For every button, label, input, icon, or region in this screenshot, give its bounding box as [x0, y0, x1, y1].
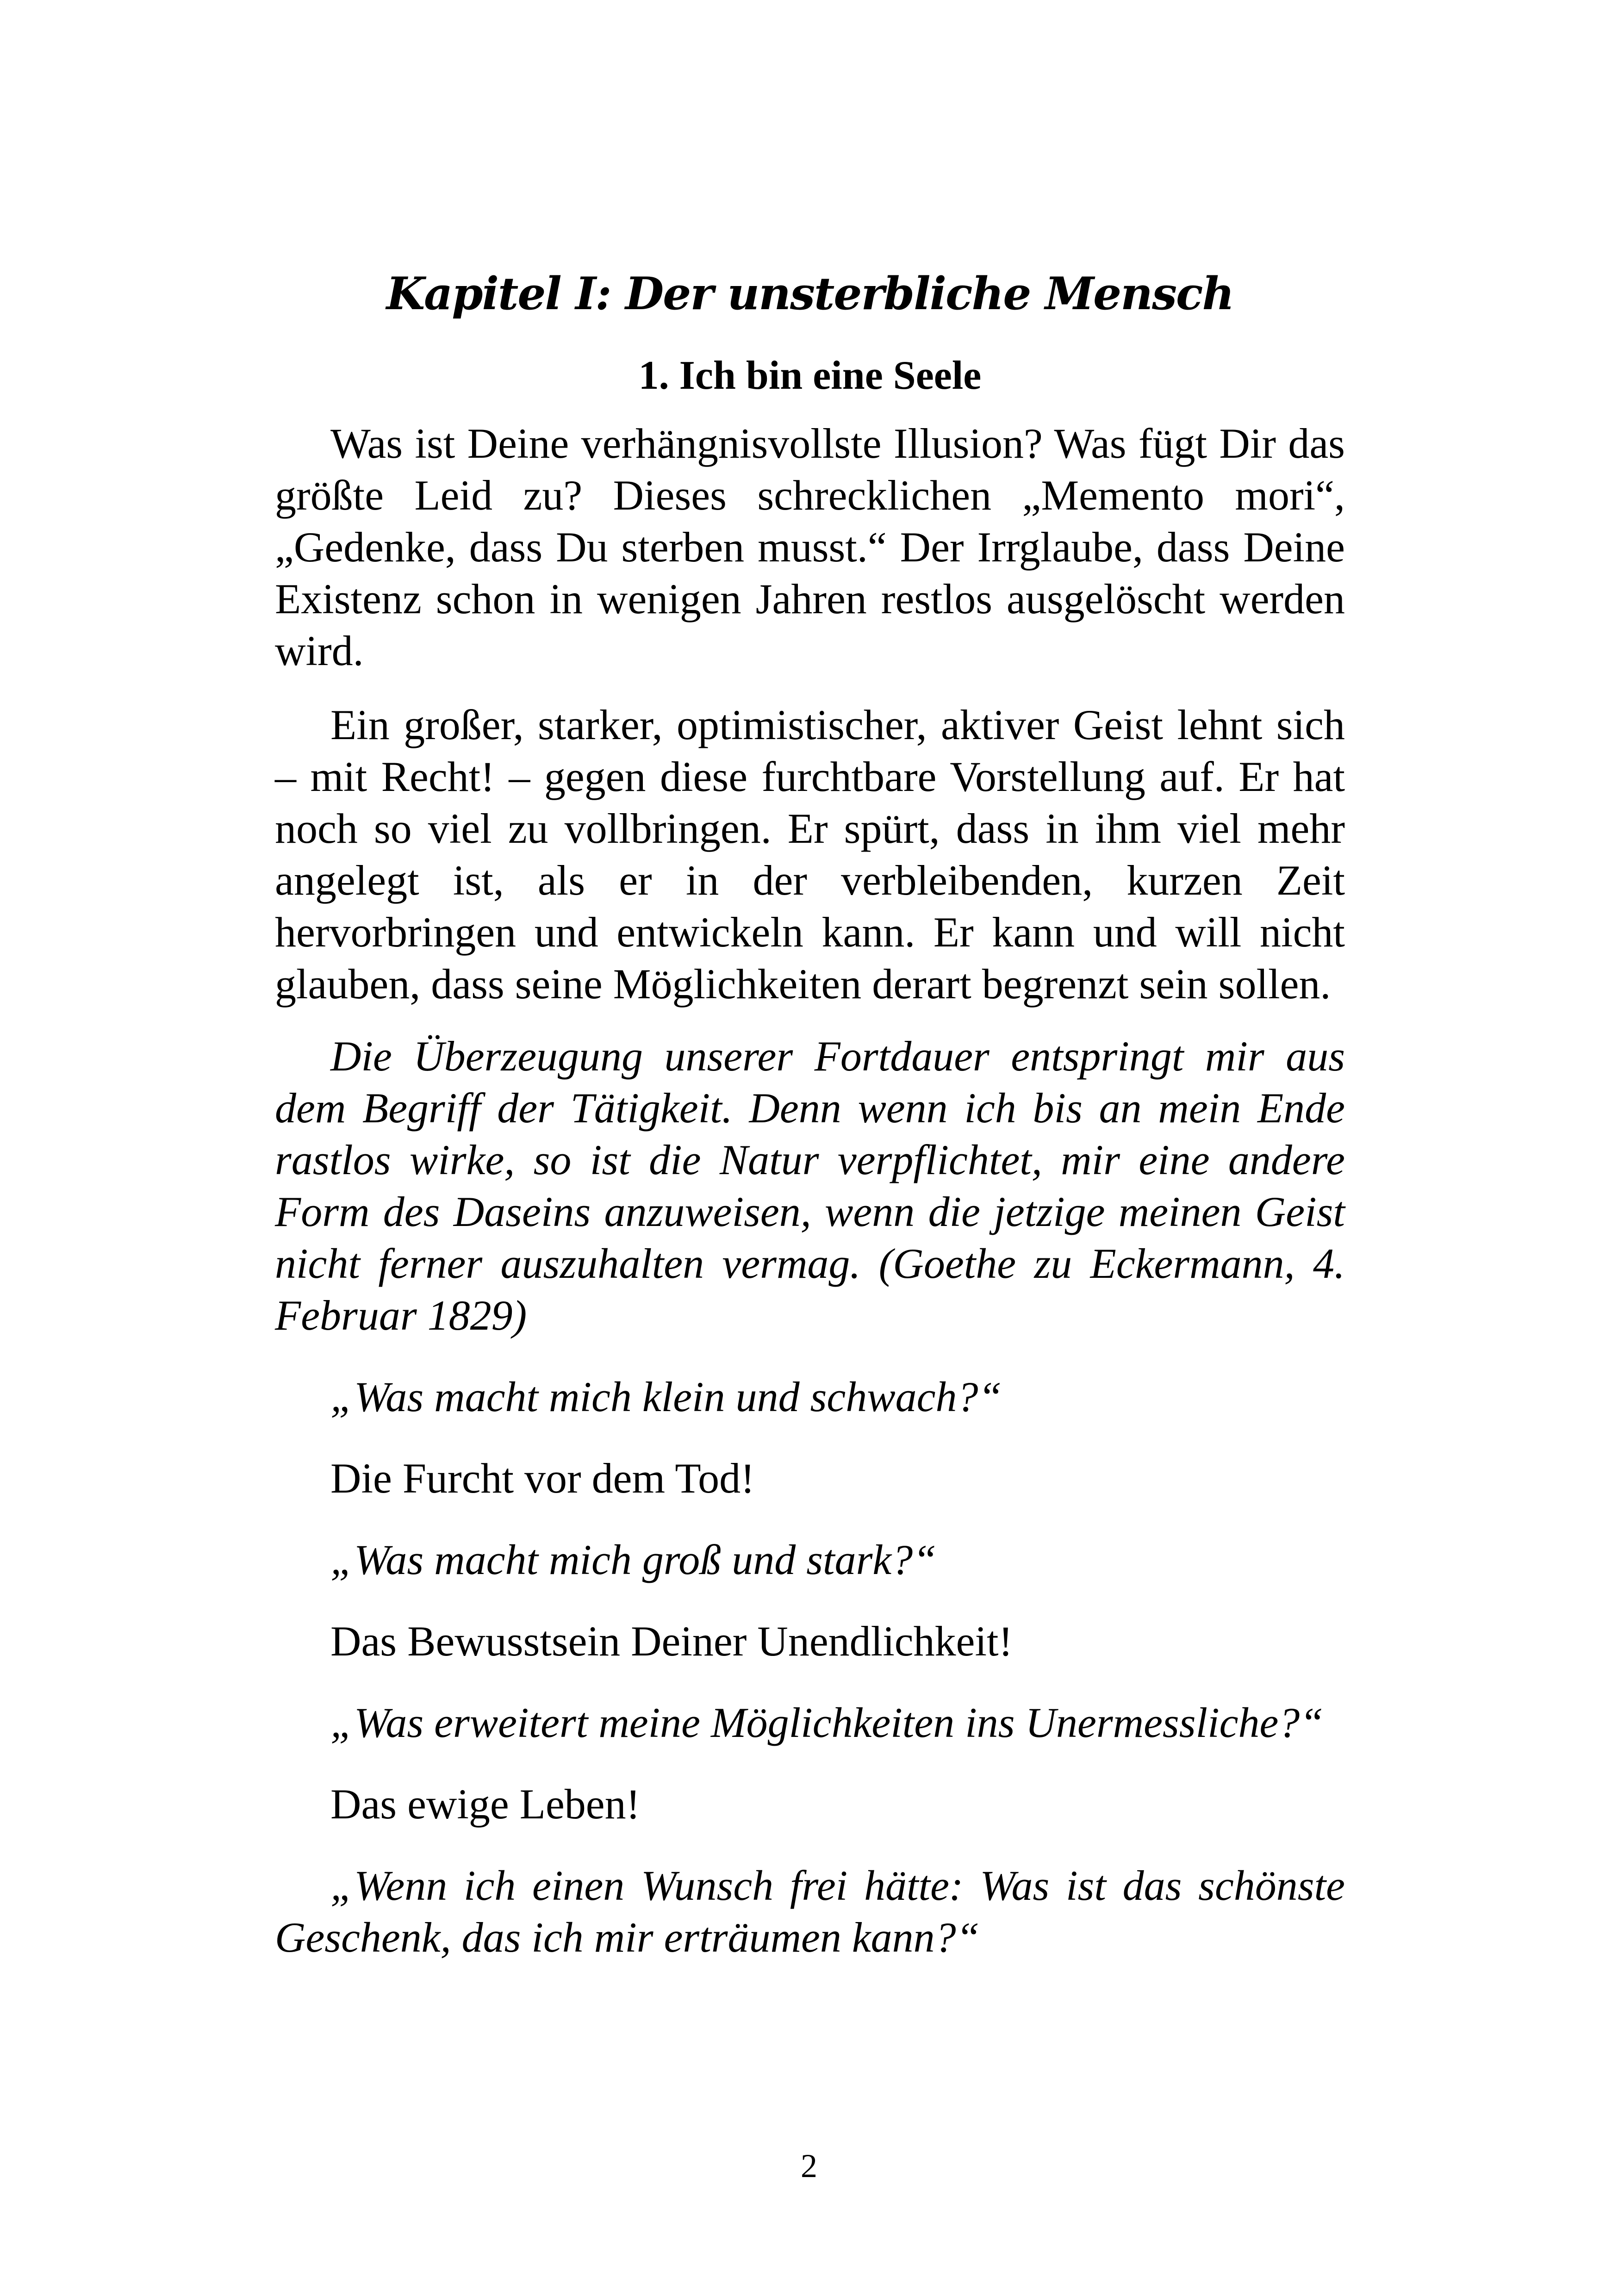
goethe-quote: Die Überzeugung unserer Fortdauer entspringt mir aus dem Begriff der Tätigkeit. Denn wenn ich bis an mein Ende rastlos wirke, so ist die Natur verpflichtet, mir eine andere Form des Daseins anzuweisen, wenn die jetzige meinen Geist nicht ferner auszuhalten vermag. (Goethe zu Eckermann, 4. Februar 1829): [275, 1033, 1345, 1339]
paragraph-spirit: Ein großer, starker, optimistischer, aktiver Geist lehnt sich – mit Recht! – gegen diese furchtbare Vorstellung auf. Er hat noch so viel zu vollbringen. Er spürt, dass in ihm viel mehr angelegt ist, als er in der verbleibenden, kurzen Zeit hervorbringen und entwickeln kann. Er kann und will nicht glauben, dass seine Möglichkeiten derart begrenzt sein sollen.: [275, 701, 1345, 1008]
answer-fear-of-death: Die Furcht vor dem Tod!: [330, 1455, 755, 1502]
question-small-weak: „Was macht mich klein und schwach?“: [330, 1373, 1002, 1420]
chapter-title: Kapitel I: Der unsterbliche Mensch: [386, 268, 1234, 320]
question-possibilities: „Was erweitert meine Möglichkeiten ins Unermessliche?“: [330, 1699, 1324, 1746]
question-great-strong: „Was macht mich groß und stark?“: [330, 1536, 937, 1583]
answer-infinity: Das Bewusstsein Deiner Unendlichkeit!: [330, 1618, 1013, 1665]
question-wish: „Wenn ich einen Wunsch frei hätte: Was ist das schönste Geschenk, das ich mir erträumen kann?“: [275, 1862, 1345, 1961]
section-title: 1. Ich bin eine Seele: [638, 353, 982, 398]
page-number: 2: [801, 2147, 817, 2184]
page-body: [275, 259, 1345, 1963]
paragraph-illusion: Was ist Deine verhängnisvollste Illusion? Was fügt Dir das größte Leid zu? Dieses schrecklichen „Memento mori“, „Gedenke, dass Du sterben musst.“ Der Irrglaube, dass Deine Existenz schon in wenigen Jahren restlos ausgelöscht werden wird.: [275, 420, 1345, 674]
answer-eternal-life: Das ewige Leben!: [330, 1780, 641, 1828]
